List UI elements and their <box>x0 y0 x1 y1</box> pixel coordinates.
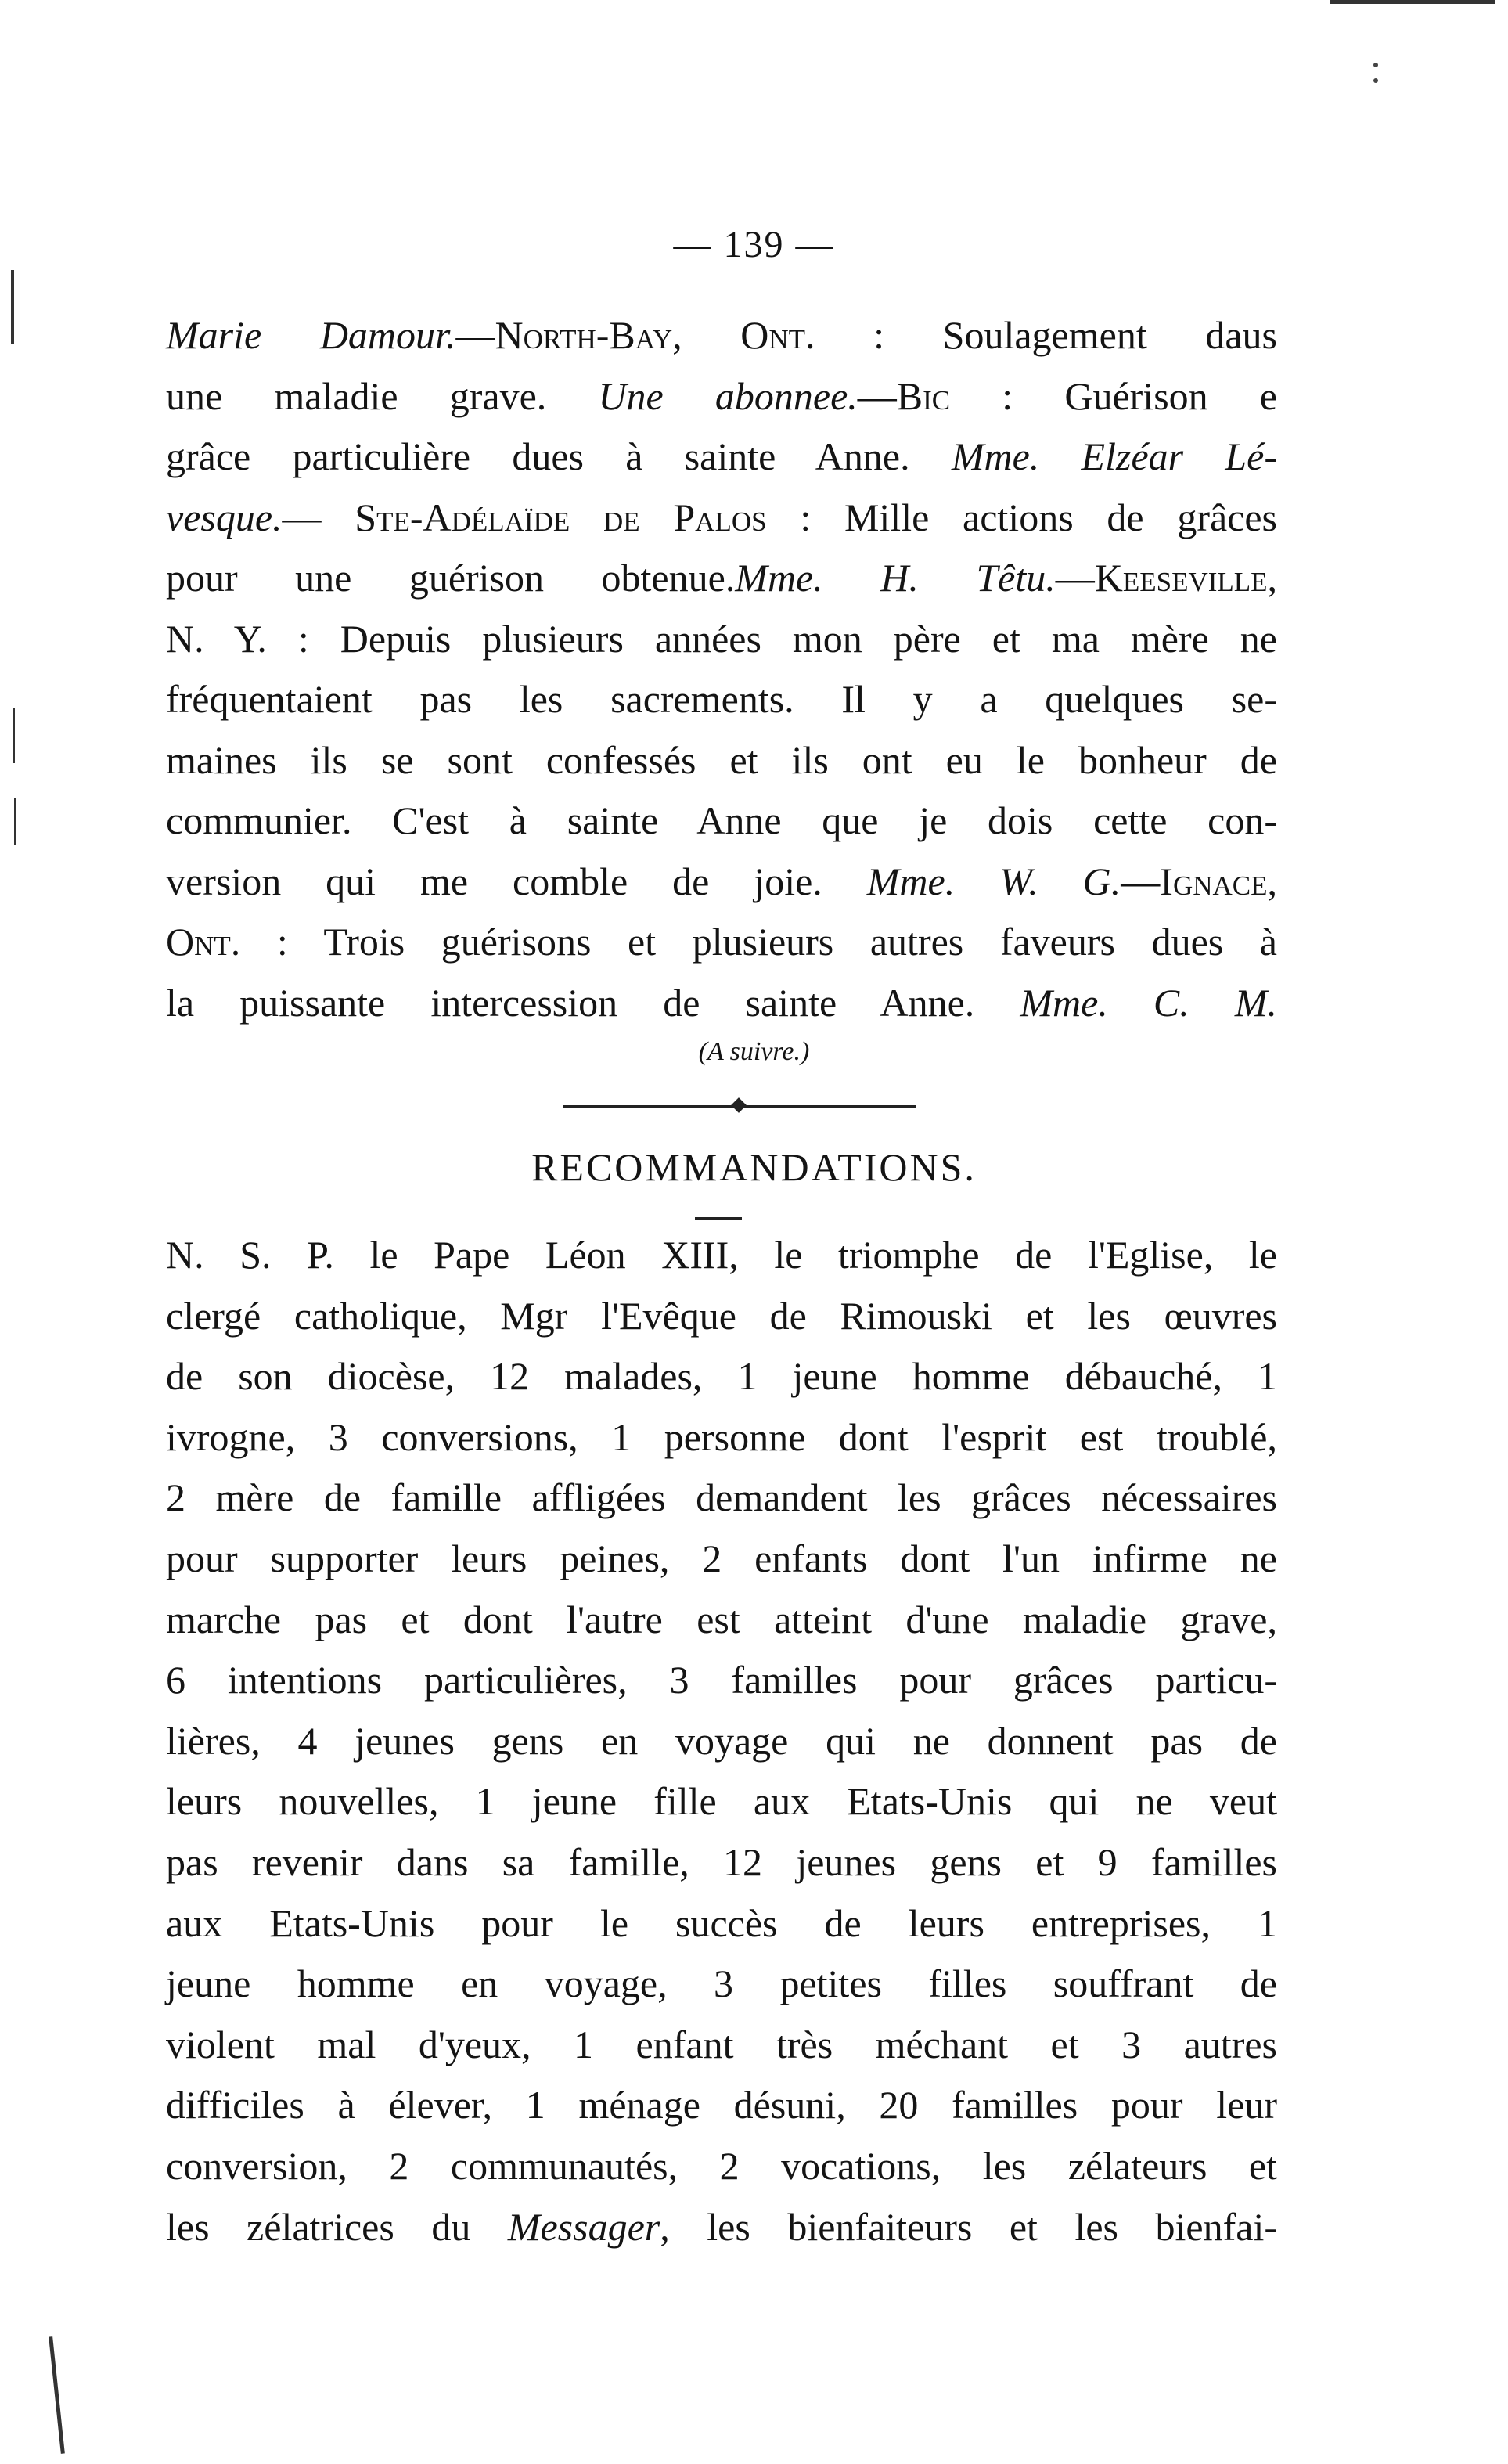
scan-edge-mark-top-right <box>1330 0 1495 4</box>
text-segment: violent mal d'yeux, 1 enfant très méchant et 3 autres <box>166 2022 1277 2066</box>
italic-segment: Mme. C. M. <box>1020 980 1277 1025</box>
scan-speck <box>1373 78 1378 83</box>
text-segment: 2 mère de famille affligées demandent les grâces nécessaires <box>166 1475 1277 1520</box>
italic-segment: Marie Damour. <box>166 313 456 357</box>
small-caps-segment: Ignace, <box>1160 859 1277 903</box>
text-line <box>166 613 1277 665</box>
text-line <box>166 1411 1277 1463</box>
text-segment: pour supporter leurs peines, 2 enfants dont l'un infirme ne <box>166 1536 1277 1580</box>
text-line <box>166 673 1277 725</box>
text-segment: leurs nouvelles, 1 jeune fille aux Etats-Unis qui ne veut <box>166 1779 1277 1824</box>
text-segment: conversion, 2 communautés, 2 vocations, les zélateurs et <box>166 2144 1277 2188</box>
scan-speck <box>1373 63 1378 67</box>
text-line <box>166 794 1277 846</box>
text-segment: communier. C'est à sainte Anne que je dois cette con- <box>166 798 1277 842</box>
scan-edge-mark-left-bottom <box>49 2336 65 2454</box>
text-line <box>166 2019 1277 2070</box>
text-segment: jeune homme en voyage, 3 petites filles souffrant de <box>166 1961 1277 2006</box>
text-line <box>166 1958 1277 2009</box>
text-segment: la puissante intercession de sainte Anne. <box>166 980 1020 1025</box>
small-caps-segment: Bic <box>896 373 951 418</box>
text-segment: — <box>1121 859 1161 903</box>
heading-underline-rule <box>695 1217 742 1220</box>
text-line <box>166 309 1277 361</box>
text-segment: maines ils se sont confessés et ils ont eu le bonheur de <box>166 737 1277 782</box>
text-line <box>166 2140 1277 2192</box>
text-line <box>166 1836 1277 1888</box>
text-segment: ivrogne, 3 conversions, 1 personne dont l'esprit est troublé, <box>166 1414 1277 1459</box>
text-segment: pas revenir dans sa famille, 12 jeunes gens et 9 familles <box>166 1840 1277 1884</box>
text-line <box>166 1350 1277 1402</box>
text-segment: : Trois guérisons et plusieurs autres faveurs dues à <box>240 920 1277 964</box>
small-caps-segment: Ont. <box>166 920 241 964</box>
text-segment: une maladie grave. <box>166 373 599 418</box>
text-segment: 6 intentions particulières, 3 familles pour grâces particu- <box>166 1658 1277 1702</box>
text-line <box>166 1897 1277 1949</box>
text-line <box>166 916 1277 967</box>
text-segment: N. S. P. le Pape Léon XIII, le triomphe de l'Eglise, le <box>166 1233 1277 1277</box>
text-line <box>166 977 1277 1028</box>
text-segment: de son diocèse, 12 malades, 1 jeune homme débauché, 1 <box>166 1354 1277 1399</box>
ornamental-rule-diamond <box>731 1097 747 1113</box>
text-segment: version qui me comble de joie. <box>166 859 867 903</box>
text-line <box>166 492 1277 543</box>
text-segment: N. Y. : Depuis plusieurs années mon père et ma mère ne <box>166 616 1277 661</box>
text-segment: marche pas et dont l'autre est atteint d'une maladie grave, <box>166 1597 1277 1641</box>
italic-segment: vesque. <box>166 495 283 539</box>
section-heading: RECOMMANDATIONS. <box>531 1145 977 1189</box>
text-segment: pour une guérison obtenue. <box>166 556 736 600</box>
text-segment: difficiles à élever, 1 ménage désuni, 20 familles pour leur <box>166 2083 1277 2127</box>
text-line <box>166 734 1277 786</box>
text-line <box>166 370 1277 422</box>
text-segment: — <box>282 495 355 539</box>
text-line <box>166 2201 1277 2253</box>
page-number: — 139 — <box>673 224 835 265</box>
italic-segment: Mme. Elzéar Lé- <box>951 434 1277 478</box>
text-segment: — <box>1055 556 1095 600</box>
text-segment: aux Etats-Unis pour le succès de leurs entreprises, 1 <box>166 1900 1277 1945</box>
text-segment: — <box>857 373 897 418</box>
text-segment: grâce particulière dues à sainte Anne. <box>166 434 952 478</box>
text-segment: : Guérison e <box>950 373 1278 418</box>
scan-edge-mark-left-lower <box>14 798 16 845</box>
text-line <box>166 1654 1277 1706</box>
small-caps-segment: Ste-Adélaïde de Palos <box>355 495 767 539</box>
text-line <box>166 2079 1277 2131</box>
italic-segment: Messager <box>507 2204 660 2249</box>
text-line <box>166 856 1277 907</box>
text-line <box>166 1472 1277 1523</box>
text-segment: , les bienfaiteurs et les bienfai- <box>660 2204 1277 2249</box>
text-line <box>166 430 1277 482</box>
small-caps-segment: Keeseville, <box>1094 556 1278 600</box>
text-line <box>166 1775 1277 1827</box>
scan-edge-mark-left-top <box>11 270 14 344</box>
text-segment: fréquentaient pas les sacrements. Il y a quelques se- <box>166 677 1277 721</box>
to-be-continued-note: (A suivre.) <box>698 1037 810 1066</box>
text-line <box>166 1533 1277 1584</box>
text-line <box>166 1715 1277 1767</box>
text-segment: : Mille actions de grâces <box>766 495 1278 539</box>
small-caps-segment: North-Bay, Ont. <box>495 313 815 357</box>
italic-segment: Mme. W. G. <box>866 859 1121 903</box>
text-segment: les zélatrices du <box>166 2204 508 2249</box>
text-segment: — <box>455 313 495 357</box>
text-line <box>166 1290 1277 1342</box>
text-line <box>166 1229 1277 1281</box>
scan-edge-mark-left-mid <box>13 708 15 763</box>
text-segment: clergé catholique, Mgr l'Evêque de Rimouski et les œuvres <box>166 1293 1277 1338</box>
text-line <box>166 552 1277 603</box>
italic-segment: Une abonnee. <box>598 373 858 418</box>
italic-segment: Mme. H. Têtu. <box>735 556 1056 600</box>
text-segment: lières, 4 jeunes gens en voyage qui ne donnent pas de <box>166 1718 1277 1763</box>
text-segment: : Soulagement daus <box>815 313 1278 357</box>
text-line <box>166 1594 1277 1645</box>
